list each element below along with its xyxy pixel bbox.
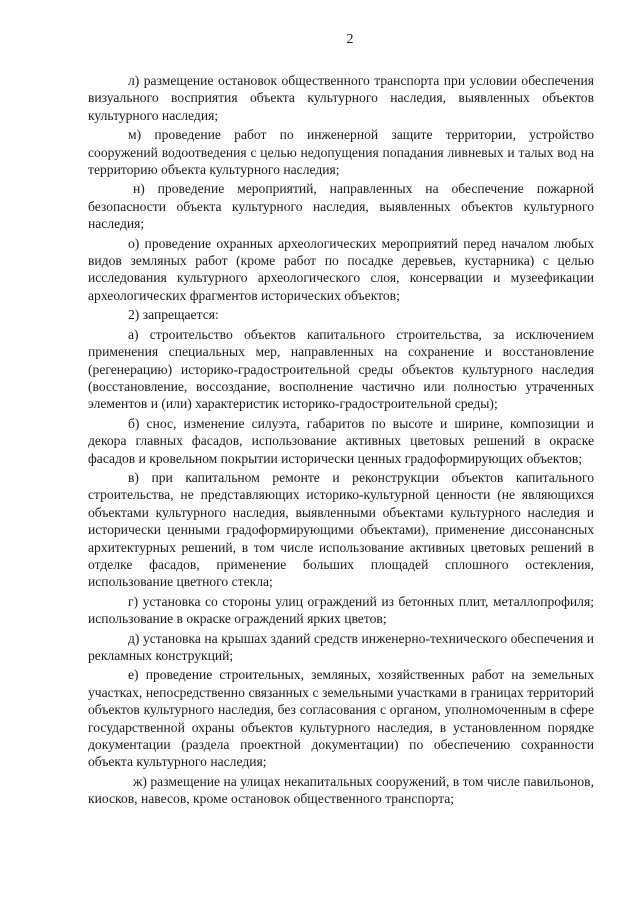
paragraph-o: о) проведение охранных археологических мероприятий перед началом любых видов земляных работ (кроме работ по посадке деревьев, кустарника) с целью исследования культурного археологического слоя, консервации и музеефикации археологических фрагментов исторических объектов; [88,235,594,303]
paragraph-a: а) строительство объектов капитального строительства, за исключением применения специальных мер, направленных на сохранение и восстановление (регенерацию) историко-градостроительной среды объектов культурного наследия (восстановление, воссоздание, восполнение частично или полностью утраченных элементов и (или) характеристик историко-градостроительной среды); [88,326,594,412]
paragraph-n: н) проведение мероприятий, направленных на обеспечение пожарной безопасности объекта культурного наследия, выявленных объектов культурного наследия; [88,181,594,232]
paragraph-zh: ж) размещение на улицах некапитальных сооружений, в том числе павильонов, киосков, навесов, кроме остановок общественного транспорта; [88,773,594,807]
page-number: 2 [346,32,354,47]
paragraph-m: м) проведение работ по инженерной защите территории, устройство сооружений водоотведения с целью недопущения попадания ливневых и талых вод на территорию объекта культурного наследия; [88,127,594,178]
paragraph-prohibited-heading: 2) запрещается: [128,307,219,323]
paragraph-e: е) проведение строительных, земляных, хозяйственных работ на земельных участках, непосредственно связанных с земельными участками в границах территорий объектов культурного наследия, без согласования с органом, уполномоченным в сфере государственной охраны объектов культурного наследия, в установленном порядке документации (раздела проектной документации) по обеспечению сохранности объекта культурного наследия; [88,667,594,770]
paragraph-l: л) размещение остановок общественного транспорта при условии обеспечения визуального восприятия объекта культурного наследия, выявленных объектов культурного наследия; [88,73,594,123]
paragraph-d: д) установка на крышах зданий средств инженерно-технического обеспечения и рекламных конструкций; [88,630,594,663]
paragraph-v: в) при капитальном ремонте и реконструкции объектов капитального строительства, не представляющих историко-культурной ценности (не являющихся объектами культурного наследия, выявленными объектами культурного наследия и исторически ценными градоформирующими объектами), применение диссонансных архитектурных решений, в том числе использование активных цветовых решений в отделке фасадов, применение больших площадей сплошного остекления, использование цветного стекла; [88,469,594,590]
paragraph-g: г) установка со стороны улиц ограждений из бетонных плит, металлопрофиля; использование в окраске ограждений ярких цветов; [88,593,594,627]
paragraph-b: б) снос, изменение силуэта, габаритов по высоте и ширине, композиции и декора главных фасадов, использование активных цветовых решений в окраске фасадов и кровельном покрытии исторически ценных градоформирующих объектов; [88,415,594,466]
